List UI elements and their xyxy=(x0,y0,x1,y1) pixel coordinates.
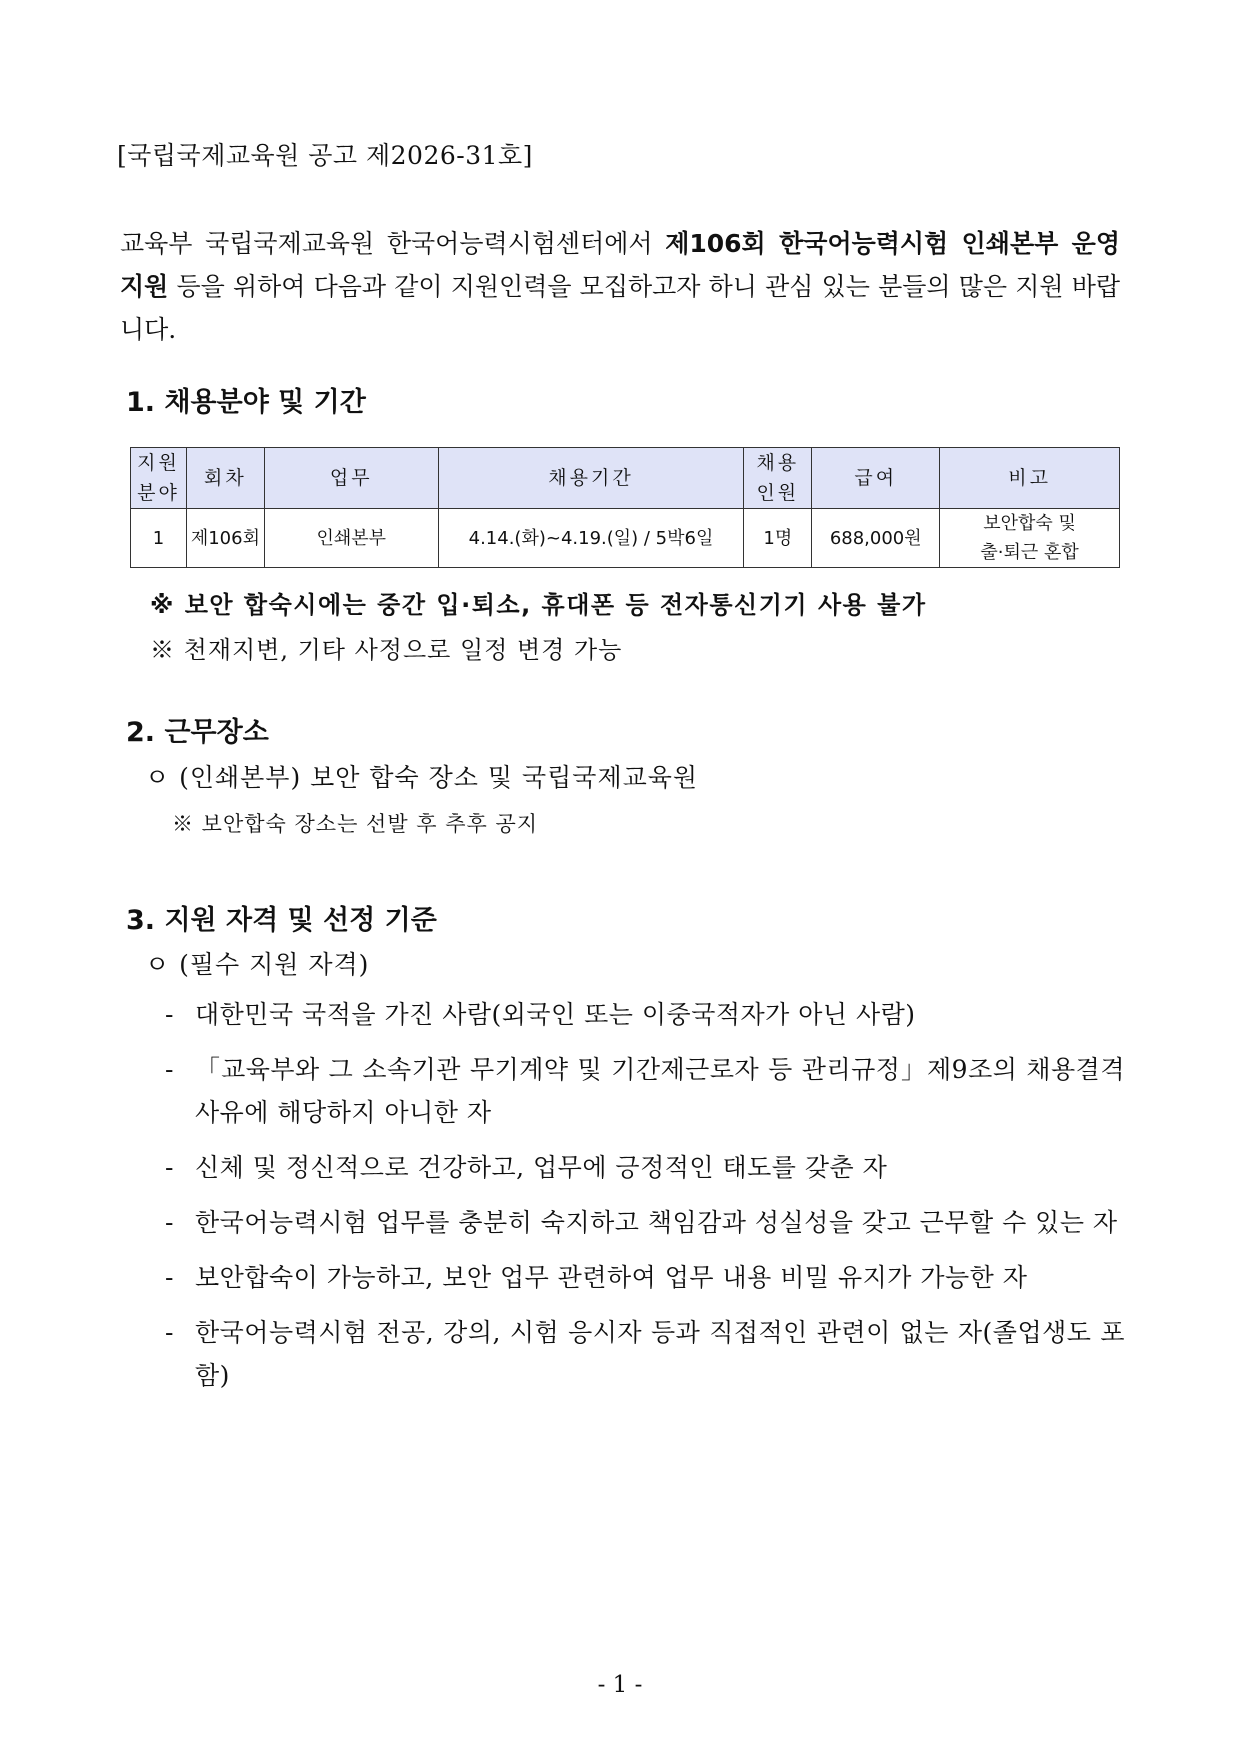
cell-field: 1 xyxy=(131,509,187,568)
cell-round: 제106회 xyxy=(186,509,264,568)
intro-bold-text: 제106회 한국어능력시험 인쇄본부 운영 지원 xyxy=(120,229,1120,301)
list-item: - 대한민국 국적을 가진 사람(외국인 또는 이중국적자가 아닌 사람) xyxy=(165,1000,916,1029)
workplace-subnote: ※ 보안합숙 장소는 선발 후 추후 공지 xyxy=(172,812,539,836)
cell-count: 1명 xyxy=(744,509,812,568)
header-duty: 업무 xyxy=(264,448,438,509)
list-item: - 「교육부와 그 소속기관 무기계약 및 기간제근로자 등 관리규정」제9조의 채용결격사유에 해당하지 아니한 자 xyxy=(165,1055,1125,1127)
workplace-bullet: ㅇ (인쇄본부) 보안 합숙 장소 및 국립국제교육원 xyxy=(145,763,699,792)
header-field: 지원 분야 xyxy=(131,448,187,509)
cell-duty: 인쇄본부 xyxy=(264,509,438,568)
table-header-row xyxy=(131,448,1120,509)
list-item: - 한국어능력시험 업무를 충분히 숙지하고 책임감과 성실성을 갖고 근무할 수 있는 자 xyxy=(165,1208,1118,1237)
list-item: - 한국어능력시험 전공, 강의, 시험 응시자 등과 직접적인 관련이 없는 자(졸업생도 포함) xyxy=(165,1318,1125,1390)
notice-number: [국립국제교육원 공고 제2026-31호] xyxy=(117,141,533,170)
cell-pay: 688,000원 xyxy=(812,509,940,568)
section-2-title: 2. 근무장소 xyxy=(126,717,269,748)
page-number: - 1 - xyxy=(597,1672,643,1698)
intro-text-2: 등을 위하여 다음과 같이 지원인력을 모집하고자 하니 관심 있는 분들의 많은 지원 바랍니다. xyxy=(120,272,1120,344)
schedule-change-note: ※ 천재지변, 기타 사정으로 일정 변경 가능 xyxy=(150,636,623,664)
section-1-title: 1. 채용분야 및 기간 xyxy=(126,387,366,418)
section-3-title: 3. 지원 자격 및 선정 기준 xyxy=(126,905,437,936)
header-round: 회차 xyxy=(186,448,264,509)
header-pay: 급여 xyxy=(812,448,940,509)
qualification-bullet: ㅇ (필수 지원 자격) xyxy=(145,950,370,979)
qualification-list xyxy=(165,993,1125,1409)
intro-paragraph xyxy=(120,222,1120,351)
list-item: - 신체 및 정신적으로 건강하고, 업무에 긍정적인 태도를 갖춘 자 xyxy=(165,1153,888,1182)
cell-remark: 보안합숙 및 출·퇴근 혼합 xyxy=(940,509,1120,568)
intro-text-1: 교육부 국립국제교육원 한국어능력시험센터에서 xyxy=(120,229,666,258)
list-item: - 보안합숙이 가능하고, 보안 업무 관련하여 업무 내용 비밀 유지가 가능한 자 xyxy=(165,1263,1028,1292)
header-count: 채용 인원 xyxy=(744,448,812,509)
header-remark: 비고 xyxy=(940,448,1120,509)
table-row xyxy=(131,509,1120,568)
security-note: ※ 보안 합숙시에는 중간 입·퇴소, 휴대폰 등 전자통신기기 사용 불가 xyxy=(150,591,927,619)
recruitment-table xyxy=(130,447,1120,568)
header-period: 채용기간 xyxy=(438,448,744,509)
cell-period: 4.14.(화)~4.19.(일) / 5박6일 xyxy=(438,509,744,568)
